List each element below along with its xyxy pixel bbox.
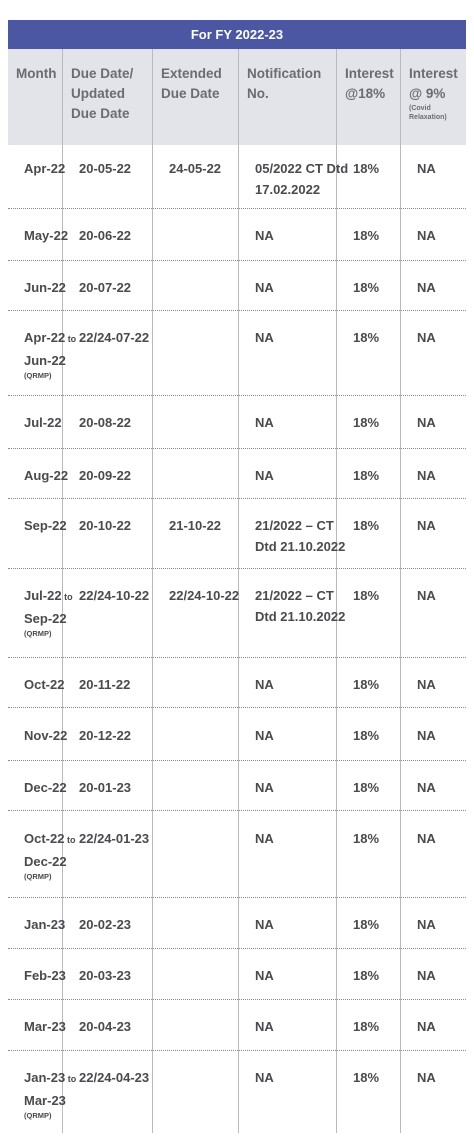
notification-line1: NA — [255, 1019, 274, 1034]
notification-cell — [255, 465, 274, 486]
header-interest18-line2: @18% — [345, 86, 386, 101]
column-divider — [152, 49, 153, 1133]
notification-line2: Dtd 21.10.2022 — [255, 609, 346, 624]
interest-18-cell: 18% — [353, 1070, 380, 1085]
month-end: Jun-22 — [24, 353, 66, 368]
qrmp-label: (QRMP) — [24, 371, 52, 380]
header-due-date — [71, 64, 133, 124]
header-extended-line2: Due Date — [161, 86, 220, 101]
notification-cell — [255, 225, 274, 246]
notification-cell — [255, 1067, 274, 1088]
due-date-cell: 20-04-23 — [79, 1019, 132, 1034]
table-title — [8, 20, 466, 49]
month-to: to — [64, 835, 76, 845]
extended-date-cell: 22/24-10-22 — [169, 588, 240, 603]
qrmp-label: (QRMP) — [24, 872, 52, 881]
row-separator — [8, 897, 466, 898]
notification-line1: NA — [255, 831, 274, 846]
header-interest9-line1: Interest — [409, 66, 458, 81]
header-month — [16, 64, 56, 84]
header-interest9-line2: @ 9% — [409, 86, 446, 101]
notification-cell — [255, 1016, 274, 1037]
notification-line1: NA — [255, 228, 274, 243]
interest-18-cell: 18% — [353, 677, 380, 692]
row-separator — [8, 760, 466, 761]
notification-cell — [255, 585, 345, 627]
notification-line1: 21/2022 – CT — [255, 518, 334, 533]
month-end: Dec-22 — [24, 854, 67, 869]
due-date-cell: 20-10-22 — [79, 518, 132, 533]
month-start: Jul-22 — [24, 588, 62, 603]
interest-18-cell: 18% — [353, 588, 380, 603]
due-date-cell: 20-02-23 — [79, 917, 132, 932]
interest-18-cell: 18% — [353, 831, 380, 846]
row-separator — [8, 707, 466, 708]
notification-cell — [255, 674, 274, 695]
due-date-cell: 20-11-22 — [79, 677, 131, 692]
notification-line2: Dtd 21.10.2022 — [255, 539, 346, 554]
month-cell: Jun-22 — [24, 280, 66, 295]
month-cell: Dec-22 — [24, 780, 67, 795]
interest-18-cell: 18% — [353, 1019, 380, 1034]
header-notification-line2: No. — [247, 86, 269, 101]
interest-18-cell: 18% — [353, 330, 380, 345]
notification-line1: NA — [255, 330, 274, 345]
row-separator — [8, 310, 466, 311]
month-end: Mar-23 — [24, 1093, 66, 1108]
notification-cell — [255, 158, 348, 200]
notification-cell — [255, 828, 274, 849]
interest-18-cell: 18% — [353, 917, 380, 932]
interest-9-cell: NA — [417, 518, 436, 533]
header-due-date-line2: Updated — [71, 86, 125, 101]
month-end: Sep-22 — [24, 611, 67, 626]
header-interest9-note1: (Covid — [409, 105, 431, 112]
month-cell: Jan-23 — [24, 917, 66, 932]
month-cell: Apr-22 — [24, 161, 66, 176]
header-notification-no — [247, 64, 321, 104]
interest-9-cell: NA — [417, 228, 436, 243]
header-interest-9 — [409, 64, 458, 122]
header-due-date-line1: Due Date/ — [71, 66, 134, 81]
due-date-cell: 22/24-07-22 — [79, 330, 150, 345]
interest-9-cell: NA — [417, 280, 436, 295]
header-extended-line1: Extended — [161, 66, 222, 81]
interest-9-cell: NA — [417, 1019, 436, 1034]
notification-cell — [255, 412, 274, 433]
notification-line1: NA — [255, 728, 274, 743]
notification-line1: NA — [255, 968, 274, 983]
month-cell — [24, 1067, 76, 1120]
notification-cell — [255, 914, 274, 935]
interest-9-cell: NA — [417, 1070, 436, 1085]
interest-9-cell: NA — [417, 917, 436, 932]
table-header-row — [8, 49, 466, 145]
row-separator — [8, 208, 466, 209]
interest-9-cell: NA — [417, 968, 436, 983]
due-date-cell: 20-12-22 — [79, 728, 132, 743]
interest-18-cell: 18% — [353, 161, 380, 176]
header-extended-due-date — [161, 64, 222, 104]
interest-9-cell: NA — [417, 161, 436, 176]
notification-line1: NA — [255, 780, 274, 795]
due-date-cell: 22/24-10-22 — [79, 588, 150, 603]
notification-line2: 17.02.2022 — [255, 182, 321, 197]
notification-cell — [255, 515, 345, 557]
header-notification-line1: Notification — [247, 66, 322, 81]
table-title-text: For FY 2022-23 — [190, 27, 284, 42]
interest-18-cell: 18% — [353, 228, 380, 243]
interest-9-cell: NA — [417, 468, 436, 483]
month-cell — [24, 327, 76, 380]
month-cell: Oct-22 — [24, 677, 65, 692]
month-to: to — [61, 592, 73, 602]
header-interest9-note2: Relaxation) — [409, 114, 447, 121]
month-to: to — [65, 334, 77, 344]
month-cell: Jul-22 — [24, 415, 62, 430]
due-date-cell: 20-01-23 — [79, 780, 132, 795]
month-cell: May-22 — [24, 228, 69, 243]
notification-line1: 05/2022 CT Dtd — [255, 161, 349, 176]
row-separator — [8, 498, 466, 499]
interest-9-cell: NA — [417, 588, 436, 603]
notification-cell — [255, 965, 274, 986]
month-cell: Aug-22 — [24, 468, 69, 483]
notification-cell — [255, 777, 274, 798]
notification-line1: 21/2022 – CT — [255, 588, 334, 603]
interest-9-cell: NA — [417, 415, 436, 430]
interest-18-cell: 18% — [353, 415, 380, 430]
due-date-cell: 20-09-22 — [79, 468, 132, 483]
due-date-cell: 20-07-22 — [79, 280, 132, 295]
header-due-date-line3: Due Date — [71, 106, 130, 121]
notification-line1: NA — [255, 1070, 274, 1085]
header-interest-18 — [345, 64, 394, 104]
interest-9-cell: NA — [417, 780, 436, 795]
notification-line1: NA — [255, 677, 274, 692]
interest-18-cell: 18% — [353, 728, 380, 743]
header-interest18-line1: Interest — [345, 66, 394, 81]
row-separator — [8, 568, 466, 569]
notification-line1: NA — [255, 468, 274, 483]
notification-cell — [255, 277, 274, 298]
row-separator — [8, 810, 466, 811]
month-cell: Nov-22 — [24, 728, 68, 743]
due-date-cell: 20-06-22 — [79, 228, 132, 243]
interest-9-cell: NA — [417, 330, 436, 345]
due-date-cell: 20-08-22 — [79, 415, 132, 430]
row-separator — [8, 657, 466, 658]
notification-line1: NA — [255, 415, 274, 430]
month-start: Jan-23 — [24, 1070, 66, 1085]
interest-18-cell: 18% — [353, 780, 380, 795]
interest-9-cell: NA — [417, 728, 436, 743]
column-divider — [400, 49, 401, 1133]
month-start: Oct-22 — [24, 831, 65, 846]
interest-18-cell: 18% — [353, 968, 380, 983]
month-start: Apr-22 — [24, 330, 66, 345]
row-separator — [8, 448, 466, 449]
row-separator — [8, 1050, 466, 1051]
due-date-cell: 20-05-22 — [79, 161, 132, 176]
row-separator — [8, 395, 466, 396]
interest-18-cell: 18% — [353, 280, 380, 295]
qrmp-label: (QRMP) — [24, 1111, 52, 1120]
due-date-cell: 22/24-04-23 — [79, 1070, 150, 1085]
interest-18-cell: 18% — [353, 518, 380, 533]
row-separator — [8, 948, 466, 949]
month-cell — [24, 585, 73, 638]
month-cell — [24, 828, 75, 881]
header-month-label: Month — [16, 66, 57, 81]
notification-cell — [255, 725, 274, 746]
month-cell: Feb-23 — [24, 968, 66, 983]
extended-date-cell: 21-10-22 — [169, 518, 222, 533]
interest-9-cell: NA — [417, 677, 436, 692]
month-cell: Mar-23 — [24, 1019, 66, 1034]
notification-cell — [255, 327, 274, 348]
due-date-cell: 20-03-23 — [79, 968, 132, 983]
month-to: to — [65, 1074, 77, 1084]
due-date-cell: 22/24-01-23 — [79, 831, 150, 846]
row-separator — [8, 260, 466, 261]
qrmp-label: (QRMP) — [24, 629, 52, 638]
interest-18-cell: 18% — [353, 468, 380, 483]
notification-line1: NA — [255, 917, 274, 932]
month-cell: Sep-22 — [24, 518, 67, 533]
row-separator — [8, 999, 466, 1000]
notification-line1: NA — [255, 280, 274, 295]
interest-9-cell: NA — [417, 831, 436, 846]
extended-date-cell: 24-05-22 — [169, 161, 222, 176]
